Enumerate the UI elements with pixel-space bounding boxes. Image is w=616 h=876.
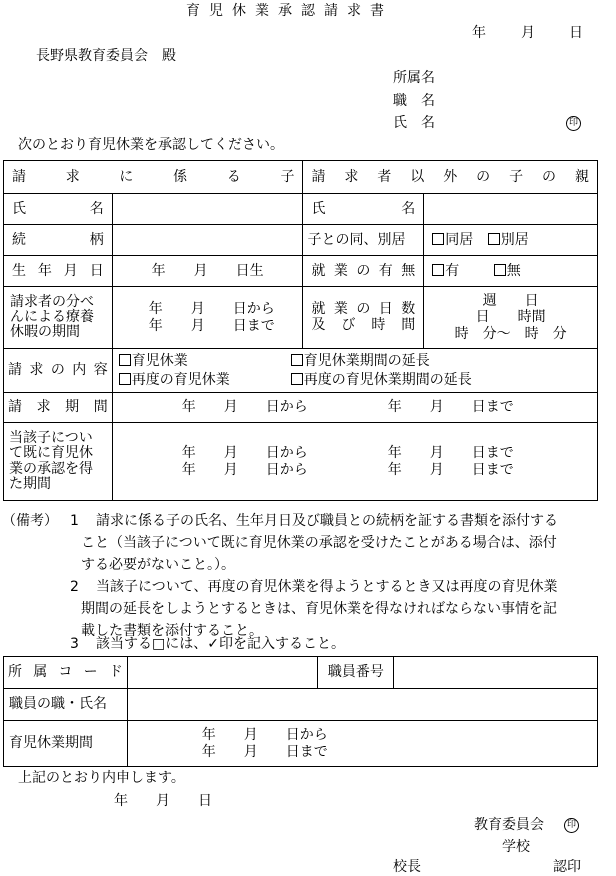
label-staff-name: 職員の職・氏名 (4, 689, 128, 721)
label-employed: 就業の有無 (303, 256, 424, 287)
input-other-name[interactable] (424, 194, 598, 225)
board-name: 教育委員会 (474, 817, 544, 833)
previous-period[interactable]: 年 月 日から 年 月 日まで 年 月 日から 年 月 日まで (112, 423, 597, 501)
label-dob: 生年月日 (4, 256, 113, 287)
school-name: 学校 (502, 839, 530, 855)
label-cohabit: 子との同、別居 (303, 225, 424, 256)
employed-options: 有 無 (424, 256, 598, 287)
label-staff-number: 職員番号 (318, 657, 394, 689)
checkbox-separate[interactable] (488, 233, 500, 245)
staff-table (3, 656, 598, 767)
note-1-number: 1 (70, 513, 79, 529)
label-office-code: 所属コード (4, 657, 128, 689)
principal-label: 校長 (393, 859, 421, 875)
note-3-number: 3 (70, 636, 79, 652)
request-table (3, 160, 598, 501)
label-work-days: 就業の日数 及び時間 (303, 287, 424, 349)
position-label: 職 名 (393, 93, 435, 109)
date-month: 月 (521, 25, 535, 41)
name-label: 氏 名 (393, 115, 435, 131)
board-seal-icon: 印 (564, 818, 579, 833)
checkbox-leave-extension[interactable] (291, 354, 303, 366)
checkbox-repeat-leave[interactable] (119, 373, 131, 385)
input-staff-number[interactable] (394, 657, 598, 689)
note-3-line-1: 該当する□には、✓印を記入すること。 (96, 636, 345, 652)
note-2-line-3: 載した書類を添付すること。 (81, 623, 263, 639)
intro-text: 次のとおり育児休業を承認してください。 (18, 137, 284, 153)
checkbox-employed-yes[interactable] (432, 264, 444, 276)
label-name: 氏名 (4, 194, 113, 225)
input-staff-name[interactable] (127, 689, 597, 721)
footer-statement: 上記のとおり内申します。 (18, 770, 185, 786)
label-relation: 続柄 (4, 225, 113, 256)
label-maternity: 請求者の分べ んによる療養 休暇の期間 (4, 287, 113, 349)
label-previous-period: 当該子につい て既に育児休 業の承認を得 た期間 (4, 423, 113, 501)
label-content: 請求の内容 (4, 349, 113, 393)
affiliation-label: 所属名 (393, 70, 435, 86)
principal-seal: 認印 (553, 859, 581, 875)
header-other-parent: 請求者以外の子の親 (303, 161, 598, 194)
document-title: 育児休業承認請求書 (186, 3, 393, 19)
footer-date: 年 月 日 (114, 793, 212, 809)
cohabit-options: 同居 別居 (424, 225, 598, 256)
label-period: 請求期間 (4, 393, 113, 423)
label-name-other: 氏名 (303, 194, 424, 225)
note-1-line-3: する必要がないこと。）。 (81, 557, 235, 573)
label-leave-period: 育児休業期間 (4, 721, 128, 767)
checkbox-employed-no[interactable] (494, 264, 506, 276)
note-2-line-2: 期間の延長をしようとするときは、育児休業を得なければならない事情を記 (81, 601, 557, 617)
input-office-code[interactable] (127, 657, 318, 689)
note-2-number: 2 (70, 579, 79, 595)
checkbox-cohabit[interactable] (432, 233, 444, 245)
seal-icon: 印 (566, 116, 581, 131)
addressee: 長野県教育委員会 殿 (36, 48, 176, 64)
note-1-line-2: こと（当該子について既に育児休業の承認を受けたことがある場合は、添付 (81, 535, 557, 551)
note-1-line-1: 請求に係る子の氏名、生年月日及び職員との続柄を証する書類を添付する (96, 513, 558, 529)
checkbox-repeat-extension[interactable] (291, 373, 303, 385)
leave-period[interactable]: 年 月 日から 年 月 日まで (127, 721, 597, 767)
note-2-line-1: 当該子について、再度の育児休業を得ようとするとき又は再度の育児休業 (96, 579, 558, 595)
input-child-name[interactable] (112, 194, 303, 225)
notes-heading: （備考） (2, 513, 58, 529)
checkbox-leave[interactable] (119, 354, 131, 366)
work-days-value[interactable]: 週 日 日 時間 時 分～ 時 分 (424, 287, 598, 349)
input-relation[interactable] (112, 225, 303, 256)
request-period[interactable]: 年 月 日から 年 月 日まで (112, 393, 597, 423)
maternity-period[interactable]: 年 月 日から 年 月 日まで (112, 287, 303, 349)
header-child: 請求に係る子 (4, 161, 303, 194)
date-day: 日 (569, 25, 583, 41)
content-options: 育児休業 育児休業期間の延長 再度の育児休業 再度の育児休業期間の延長 (112, 349, 597, 393)
dob-value[interactable]: 年 月 日生 (112, 256, 303, 287)
date-year: 年 (472, 25, 486, 41)
